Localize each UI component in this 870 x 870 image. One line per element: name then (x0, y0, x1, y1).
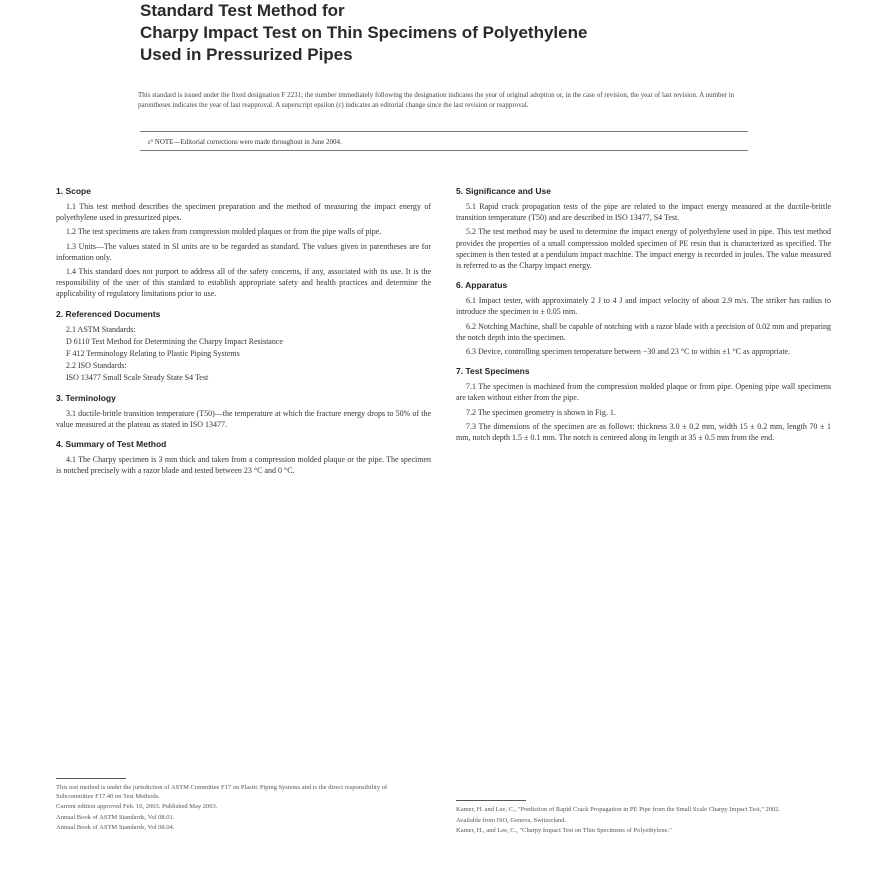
paragraph: 6.2 Notching Machine, shall be capable of notching with a razor blade with a precision of 0.02 mm and preparing the notch depth into the specimen. (456, 321, 831, 342)
title-line-3: Used in Pressurized Pipes (140, 45, 353, 64)
footnote: Available from ISO, Geneva, Switzerland. (456, 816, 567, 824)
footnote-rule (56, 778, 126, 779)
footnote: Kamer, H. and Lee, C., "Prediction of Rapid Crack Propagation in PE Pipe from the Small Scale Charpy Impact Test," 2002. (456, 806, 781, 813)
paragraph: 7.3 The dimensions of the specimen are as follows: thickness 3.0 ± 0.2 mm, width 15 ± 0.2 mm, length 70 ± 1 mm, notch depth 1.5 ± 0.1 mm. The notch is centered along its length at 35 ± 0.5 mm from the end. (456, 421, 831, 443)
left-column (56, 185, 431, 484)
footnotes-right (456, 806, 826, 838)
paragraph: 5.1 Rapid crack propagation tests of the pipe are related to the impact energy measured at the ductile-brittle transition temperature (T50) and are described in ISO 13477, S4 Test. (456, 202, 831, 223)
paragraph: 4.1 The Charpy specimen is 3 mm thick and taken from a compression molded plaque or the pipe. The specimen is notched precisely with a razor blade and tested between 23 °C and 0 °C. (56, 455, 431, 476)
footnotes-left (56, 784, 426, 835)
designation-note: This standard is issued under the fixed designation F 2231; the number immediately following the designation indicates the year of original adoption or, in the case of revision, the year of last revision. A number in parentheses indicates the year of last reapproval. A superscript epsilon (ε) indicates an editorial change since the last revision or reapproval. (138, 91, 735, 109)
paragraph: 3.1 ductile-brittle transition temperature (T50)—the temperature at which the fracture energy drops to 50% of the value measured at the plateau as stated in ISO 13477. (56, 408, 431, 429)
section-scope (56, 185, 431, 300)
title-line-1: Standard Test Method for (140, 1, 345, 20)
reference-item: ISO 13477 Small Scale Steady State S4 Test (66, 373, 209, 383)
reference-item: D 6110 Test Method for Determining the Charpy Impact Resistance (66, 336, 283, 346)
section-apparatus (456, 279, 831, 357)
section-referenced-documents (56, 308, 431, 384)
section-heading: 1. Scope (56, 186, 91, 196)
reference-item: F 412 Terminology Relating to Plastic Piping Systems (66, 349, 240, 359)
editorial-notice: ε¹ NOTE—Editorial corrections were made throughout in June 2004. (140, 131, 748, 151)
section-heading: 6. Apparatus (456, 280, 508, 291)
footnote: Current edition approved Feb. 10, 2003. Published May 2003. (56, 803, 218, 810)
section-summary (56, 438, 431, 476)
reference-item: 2.2 ISO Standards: (66, 361, 127, 371)
paragraph: 1.2 The test specimens are taken from compression molded plaques or from the pipe walls of pipe. (66, 227, 382, 237)
paragraph: 5.2 The test method may be used to determine the impact energy of polyethylene used in pipe. This test method provides the properties of a small compression molded specimen of PE resin that is characterized as specified. The specimen is then tested at a pendulum impact machine. The impact energy is recorded in joules. The value measured is referred to as the Charpy impact energy. (456, 227, 831, 271)
footnote: Annual Book of ASTM Standards, Vol 08.04. (56, 824, 175, 831)
section-heading: 4. Summary of Test Method (56, 439, 167, 450)
title-line-2: Charpy Impact Test on Thin Specimens of Polyethylene (140, 23, 588, 42)
section-test-specimens (456, 365, 831, 443)
section-heading: 2. Referenced Documents (56, 308, 161, 319)
section-heading: 3. Terminology (56, 392, 116, 403)
document-title (140, 0, 700, 66)
footnote: Kamer, H., and Lee, C., "Charpy Impact Test on Thin Specimens of Polyethylene." (456, 827, 672, 834)
paragraph: 7.2 The specimen geometry is shown in Fig. 1. (466, 407, 616, 417)
footnote: This test method is under the jurisdiction of ASTM Committee F17 on Plastic Piping Systems and is the direct responsibility of Subcommittee F17.40 on Test Methods. (56, 784, 388, 800)
right-column (456, 185, 831, 451)
paragraph: 7.1 The specimen is machined from the compression molded plaque or from pipe. Opening pipe wall specimens are taken without either from the pipe. (456, 382, 831, 403)
section-heading: 5. Significance and Use (456, 186, 551, 196)
paragraph: 6.3 Device, controlling specimen temperature between −30 and 23 °C to within ±1 °C as appropriate. (466, 347, 791, 357)
paragraph: 1.1 This test method describes the specimen preparation and the method of measuring the impact energy of polyethylene used in pressurized pipes. (56, 202, 431, 223)
footnote-rule (456, 800, 526, 801)
paragraph: 1.3 Units—The values stated in SI units are to be regarded as standard. The values given in parentheses are for information only. (56, 241, 431, 262)
section-significance (456, 185, 831, 271)
section-heading: 7. Test Specimens (456, 366, 530, 377)
reference-item: 2.1 ASTM Standards: (66, 324, 136, 334)
paragraph: 1.4 This standard does not purport to address all of the safety concerns, if any, associated with its use. It is the responsibility of the user of this standard to establish appropriate safety and health practices and determine the applicability of regulatory limitations prior to use. (56, 267, 431, 299)
footnote: Annual Book of ASTM Standards, Vol 08.01. (56, 813, 175, 821)
paragraph: 6.1 Impact tester, with approximately 2 J to 4 J and impact velocity of about 2.9 m/s. The striker has radius to introduce the specimen to ± 0.05 mm. (456, 296, 831, 317)
section-terminology (56, 392, 431, 430)
